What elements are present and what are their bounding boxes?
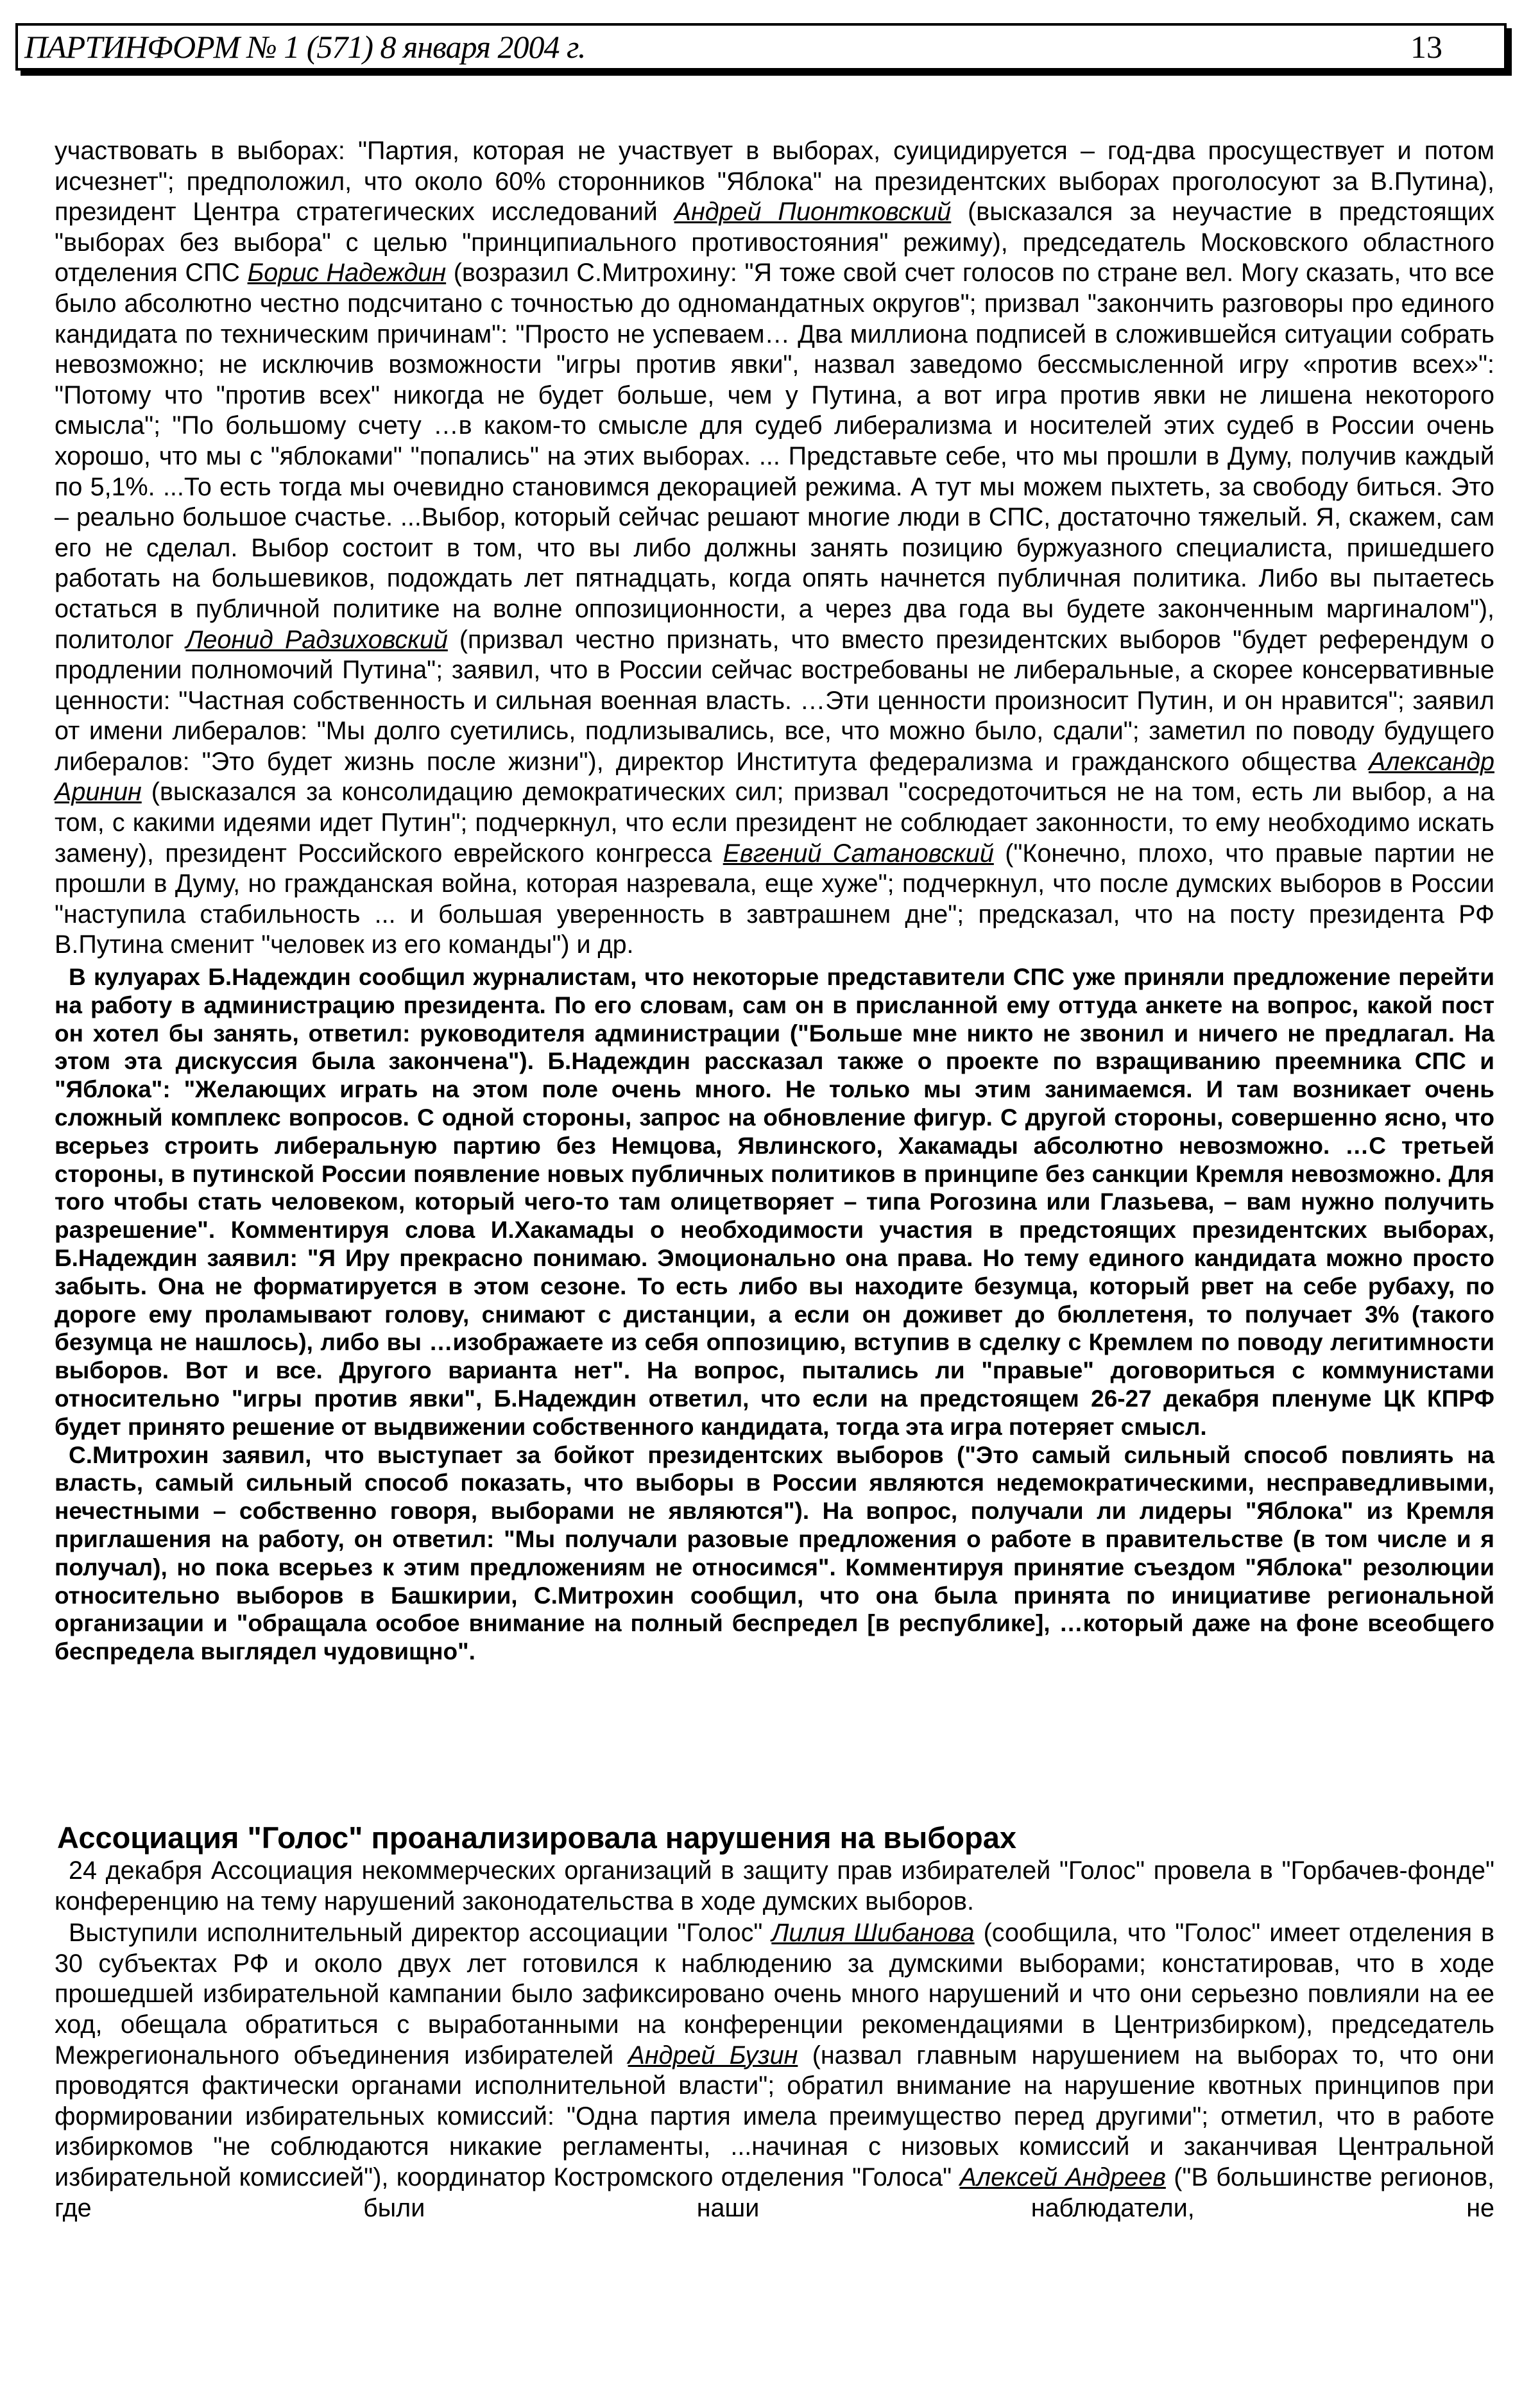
text-segment: (высказался за неучастие в предстоящих "выборах без выбора" с целью "принципиального противостояния" режиму), председатель Московского областного отделения СПС <box>55 198 1494 287</box>
article-continuation <box>55 136 1494 1666</box>
person-name: Андрей Пионтковский <box>674 198 952 227</box>
text-segment: (возразил С.Митрохину: "Я тоже свой счет голосов по стране вел. Могу сказать, что все было абсолютно честно подсчитано с точностью до одномандатных округов"; призвал "закончить разговоры про единого кандидата по техническим причинам": "Просто не успеваем… Два миллиона подписей в сложившейся ситуации собрать невозможно; не исключив возможности "игры против явки", назвал заведомо бессмысленной игру «против всех»": "Потому что "против всех" никогда не будет больше, чем у Путина, а вот игра против явки не лишена некоторого смысла"; "По большому счету …в каком-то смысле для судеб либерализма и носителей этих судеб в России очень хорошо, что мы с "яблоками" "попались" на этих выборах. ... Представьте себе, что мы прошли в Думу, получив каждый по 5,1%. ...То есть тогда мы очевидно становимся декорацией режима. А тут мы можем пыхтеть, за свободу биться. Это – реально большое счастье. ...Выбор, который сейчас решают многие люди в СПС, достаточно тяжелый. Я, скажем, сам его не сделал. Выбор состоит в том, что вы либо должны занять позицию буржуазного специалиста, пришедшего работать на большевиков, подождать лет пятнадцать, когда опять начнется публичная политика. Либо вы пытаетесь остаться в публичной политике на волне оппозиционности, а через два года вы будете законченным маргиналом"), политолог <box>55 259 1494 654</box>
page-header <box>15 23 1507 71</box>
text-segment: участвовать в выборах: "Партия, которая не участвует в выборах, суицидируется – год-два просуществует и потом исчезнет"; предположил, что около 60% сторонников "Яблока" на президентских выборах проголосуют за В.Путина), президент Центра стратегических исследований <box>55 137 1494 227</box>
person-name: Леонид Радзиховский <box>185 625 448 654</box>
person-name: Борис Надеждин <box>247 259 447 287</box>
paragraph-bold <box>55 1441 1494 1666</box>
text-segment: (призвал честно признать, что вместо президентских выборов "будет референдум о продлении полномочий Путина"; заявил, что в России сейчас востребованы не либеральные, а скорее консервативные ценности: "Частная собственность и сильная военная власть. …Эти ценности произносит Путин, и он нравится"; заявил от имени либералов: "Мы долго суетились, подлизывались, все, что можно было, сдали"; заметил по поводу будущего либералов: "Это будет жизнь после жизни"), директор Института федерализма и гражданского общества <box>55 625 1494 776</box>
text-segment: (высказался за консолидацию демократических сил; призвал "сосредоточиться не на том, есть ли выбор, а на том, с какими идеями идет Путин"; подчеркнул, что если президент не соблюдает законности, то ему необходимо искать замену), президент Российского еврейского конгресса <box>55 778 1494 868</box>
text-segment: Выступили исполнительный директор ассоциации "Голос" <box>69 1919 772 1948</box>
paragraph <box>55 1856 1494 1917</box>
person-name: Алексей Андреев <box>959 2163 1166 2191</box>
paragraph-bold <box>55 963 1494 1441</box>
article-heading: Ассоциация "Голос" проанализировала нарушения на выборах <box>57 1821 1016 1855</box>
text-segment: 24 декабря Ассоциация некоммерческих организаций в защиту прав избирателей "Голос" провела в "Горбачев-фонде" конференцию на тему нарушений законодательства в ходе думских выборов. <box>55 1856 1494 1915</box>
person-name: Лилия Шибанова <box>771 1919 975 1948</box>
publication-title: ПАРТИНФОРМ № 1 (571) 8 января 2004 г. <box>24 29 586 65</box>
paragraph <box>55 1918 1494 2223</box>
person-name: Александр Аринин <box>55 747 1494 807</box>
person-name: Андрей Бузин <box>628 2041 798 2069</box>
person-name: Евгений Сатановский <box>723 839 994 868</box>
text-segment: С.Митрохин заявил, что выступает за бойкот президентских выборов ("Это самый сильный способ повлиять на власть, самый сильный способ показать, что выборы в России являются недемократическими, несправедливыми, нечестными – собственно говоря, выборами не являются"). На вопрос, получали ли лидеры "Яблока" из Кремля приглашения на работу, он ответил: "Мы получали разовые предложения о работе в правительстве (в том числе и я получал), но пока всерьез к этим предложениям не относимся". Комментируя принятие съездом "Яблока" резолюции относительно выборов в Башкирии, С.Митрохин сообщил, что она была принята по инициативе региональной организации и "обращала особое внимание на полный беспредел [в республике], …который даже на фоне всеобщего беспредела выглядел чудовищно". <box>55 1441 1494 1665</box>
text-segment: (сообщила, что "Голос" имеет отделения в 30 субъектах РФ и около двух лет готовился к наблюдению за думскими выборами; констатировав, что в ходе прошедшей избирательной кампании было зафиксировано очень много нарушений и что они серьезно повлияли на ее ход, обещала обратиться с выработанными на конференции рекомендациями в Центризбирком), председатель Межрегионального объединения избирателей <box>55 1919 1494 2069</box>
text-segment: (назвал главным нарушением на выборах то, что они проводятся фактически органами исполнительной власти"; обратил внимание на нарушение квотных принципов при формировании избирательных комиссий: "Одна партия имела преимущество перед другими"; отметил, что в работе избиркомов "не соблюдаются никакие регламенты, ...начиная с низовых комиссий и заканчивая Центральной избирательной комиссией"), координатор Костромского отделения "Голоса" <box>55 2041 1494 2191</box>
paragraph <box>55 136 1494 961</box>
text-segment: ("В большинстве регионов, где были наши наблюдатели, не <box>55 2163 1494 2222</box>
text-segment: ("Конечно, плохо, что правые партии не прошли в Думу, но гражданская война, которая назревала, еще хуже"; подчеркнул, что после думских выборов в России "наступила стабильность ... и большая уверенность в завтрашнем дне"; предсказал, что на посту президента РФ В.Путина сменит "человек из его команды") и др. <box>55 839 1494 959</box>
article-golos <box>55 1820 1494 2223</box>
text-segment: В кулуарах Б.Надеждин сообщил журналистам, что некоторые представители СПС уже приняли предложение перейти на работу в администрацию президента. По его словам, сам он в присланной ему оттуда анкете на вопрос, какой пост он хотел бы занять, ответил: руководителя администрации ("Больше мне никто не звонил и ничего не предлагал. На этом эта дискуссия была закончена"). Б.Надеждин рассказал также о проекте по взращиванию преемника СПС и "Яблока": "Желающих играть на этом поле очень много. Не только мы этим занимаемся. И там возникает очень сложный комплекс вопросов. С одной стороны, запрос на обновление фигур. С другой стороны, совершенно ясно, что всерьез строить либеральную партию без Немцова, Явлинского, Хакамады абсолютно невозможно. …С третьей стороны, в путинской России появление новых публичных политиков в принципе без санкции Кремля невозможно. Для того чтобы стать человеком, который чего-то там олицетворяет – типа Рогозина или Глазьева, – вам нужно получить разрешение". Комментируя слова И.Хакамады о необходимости участия в предстоящих президентских выборах, Б.Надеждин заявил: "Я Иру прекрасно понимаю. Эмоционально она права. Но тему единого кандидата можно просто забыть. Она не форматируется в этом сезоне. То есть либо вы находите безумца, который рвет на себе рубаху, по дороге ему проламывают голову, снимают с дистанции, а если он доживет до бюллетеня, то получает 3% (такого безумца не нашлось), либо вы …изображаете из себя оппозицию, вступив в сделку с Кремлем по поводу легитимности выборов. Вот и все. Другого варианта нет". На вопрос, пытались ли "правые" договориться с коммунистами относительно "игры против явки", Б.Надеждин ответил, что если на предстоящем 26-27 декабря пленуме ЦК КПРФ будет принято решение от выдвижении собственного кандидата, тогда эта игра потеряет смысл. <box>55 964 1494 1440</box>
page-number: 13 <box>1410 29 1442 65</box>
